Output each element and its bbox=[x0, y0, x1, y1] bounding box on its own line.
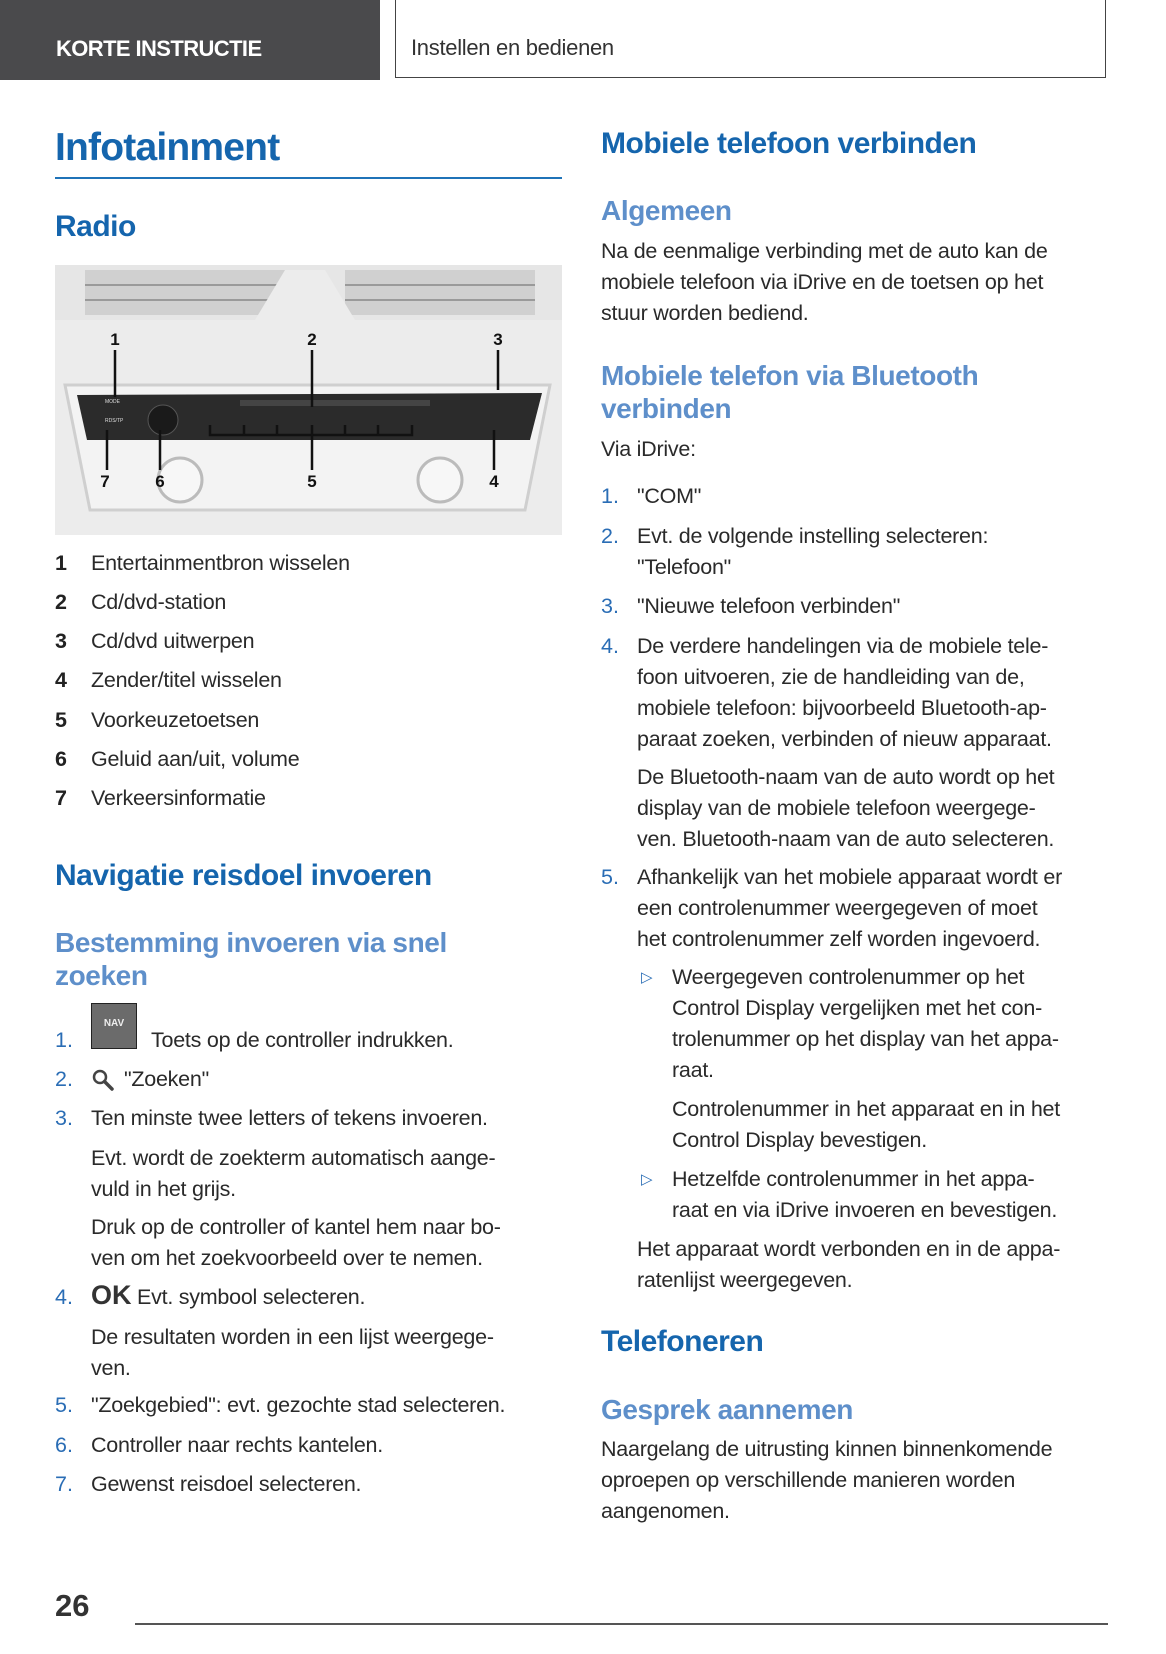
section-label: KORTE INSTRUCTIE bbox=[56, 36, 262, 61]
callout-3: 3 bbox=[493, 330, 503, 349]
step-text: "Zoeken" bbox=[124, 1067, 209, 1091]
step-number: 7. bbox=[55, 1472, 73, 1496]
step-text: "Zoekgebied": evt. gezochte stad selecteren. bbox=[91, 1393, 506, 1417]
step-note: Evt. wordt de zoekterm automatisch aange- vuld in het grijs. bbox=[91, 1146, 496, 1201]
callout-7: 7 bbox=[100, 472, 110, 491]
step-text: "COM" bbox=[637, 484, 702, 508]
legend-text: Geluid aan/uit, volume bbox=[91, 747, 300, 771]
step-text: De verdere handelingen via de mobiele tele- foon uitvoeren, zie de handleiding van de, mobiele telefoon: bijvoorbeeld Bluetooth-ap- paraat zoeken, verbinden of nieuw apparaat. bbox=[637, 634, 1052, 751]
navigation-heading: Navigatie reisdoel invoeren bbox=[55, 859, 432, 892]
step-text: Toets op de controller indrukken. bbox=[151, 1028, 454, 1052]
footer-rule bbox=[135, 1623, 1108, 1625]
step-text: Ten minste twee letters of tekens invoeren. bbox=[91, 1106, 488, 1130]
step-number: 5. bbox=[601, 865, 619, 889]
step-number: 1. bbox=[601, 484, 619, 508]
callout-4: 4 bbox=[489, 472, 499, 491]
phoning-heading: Telefoneren bbox=[601, 1325, 764, 1358]
callout-1: 1 bbox=[110, 330, 120, 349]
step-text: Evt. symbool selecteren. bbox=[137, 1285, 366, 1309]
traffic-label: RDS/TP bbox=[105, 418, 124, 424]
phone-connect-heading: Mobiele telefoon verbinden bbox=[601, 127, 977, 160]
legend-text: Entertainmentbron wisselen bbox=[91, 551, 350, 575]
bluetooth-heading: Mobiele telefon via Bluetooth verbinden bbox=[601, 360, 979, 424]
answer-call-text: Naargelang de uitrusting kinnen binnenkomende oproepen op verschillende manieren worden aangenomen. bbox=[601, 1437, 1053, 1523]
triangle-bullet-icon: ▷ bbox=[641, 969, 653, 986]
legend-number: 7 bbox=[55, 786, 67, 810]
chapter-tab bbox=[395, 0, 1106, 78]
legend-number: 5 bbox=[55, 708, 67, 732]
step-text: Evt. de volgende instelling selecteren: "Telefoon" bbox=[637, 524, 989, 579]
general-text: Na de eenmalige verbinding met de auto kan de mobiele telefoon via iDrive en de toetsen op het stuur worden bediend. bbox=[601, 239, 1048, 325]
step-number: 2. bbox=[601, 524, 619, 548]
step-number: 4. bbox=[55, 1285, 73, 1309]
legend-text: Voorkeuzetoetsen bbox=[91, 708, 260, 732]
page-title: Infotainment bbox=[55, 126, 280, 169]
step-note: Druk op de controller of kantel hem naar bo- ven om het zoekvoorbeeld over te nemen. bbox=[91, 1215, 501, 1270]
mode-label: MODE bbox=[105, 399, 120, 405]
callout-6: 6 bbox=[155, 472, 165, 491]
legend-text: Cd/dvd uitwerpen bbox=[91, 629, 255, 653]
legend-number: 1 bbox=[55, 551, 67, 575]
legend-text: Zender/titel wisselen bbox=[91, 668, 282, 692]
radio-panel-illustration bbox=[55, 265, 562, 535]
bullet-text: Hetzelfde controlenummer in het appa- raat en via iDrive invoeren en bevestigen. bbox=[672, 1167, 1058, 1222]
step-text: Controller naar rechts kantelen. bbox=[91, 1433, 383, 1457]
callout-2: 2 bbox=[307, 330, 317, 349]
nav-key-icon: NAV bbox=[91, 1003, 137, 1049]
step-text: Afhankelijk van het mobiele apparaat wordt er een controlenummer weergegeven of moet het controlenummer zelf worden ingevoerd. bbox=[637, 865, 1062, 951]
bullet-note: Controlenummer in het apparaat en in het Control Display bevestigen. bbox=[672, 1097, 1060, 1152]
callout-5: 5 bbox=[307, 472, 317, 491]
title-divider bbox=[55, 177, 562, 179]
step-number: 6. bbox=[55, 1433, 73, 1457]
radio-heading: Radio bbox=[55, 210, 136, 243]
step-text: Gewenst reisdoel selecteren. bbox=[91, 1472, 362, 1496]
via-idrive-label: Via iDrive: bbox=[601, 437, 696, 461]
step-number: 3. bbox=[55, 1106, 73, 1130]
quick-search-heading: Bestemming invoeren via snel zoeken bbox=[55, 927, 447, 991]
bullet-text: Weergegeven controlenummer op het Control Display vergelijken met het con- trolenummer op het display van het appa- raat. bbox=[672, 965, 1059, 1082]
legend-text: Verkeersinformatie bbox=[91, 786, 266, 810]
general-heading: Algemeen bbox=[601, 195, 732, 226]
legend-number: 2 bbox=[55, 590, 67, 614]
step-number: 3. bbox=[601, 594, 619, 618]
legend-text: Cd/dvd-station bbox=[91, 590, 227, 614]
nav-step bbox=[55, 1003, 575, 1059]
step-text: "Nieuwe telefoon verbinden" bbox=[637, 594, 901, 618]
step-number: 4. bbox=[601, 634, 619, 658]
triangle-bullet-icon: ▷ bbox=[641, 1171, 653, 1188]
ok-symbol-icon: OK bbox=[91, 1280, 132, 1310]
section-tab bbox=[0, 0, 380, 80]
legend-number: 4 bbox=[55, 668, 67, 692]
legend-number: 3 bbox=[55, 629, 67, 653]
final-note: Het apparaat wordt verbonden en in de appa- ratenlijst weergegeven. bbox=[637, 1237, 1061, 1292]
step-note: De Bluetooth-naam van de auto wordt op het display van de mobiele telefoon weergege- ven. Bluetooth-naam van de auto selecteren. bbox=[637, 765, 1055, 851]
page-number: 26 bbox=[55, 1588, 90, 1623]
step-number: 2. bbox=[55, 1067, 73, 1091]
step-note: De resultaten worden in een lijst weergege- ven. bbox=[91, 1325, 494, 1380]
step-number: 1. bbox=[55, 1028, 73, 1052]
chapter-label: Instellen en bedienen bbox=[411, 35, 614, 60]
step-number: 5. bbox=[55, 1393, 73, 1417]
search-icon bbox=[91, 1068, 115, 1092]
legend-number: 6 bbox=[55, 747, 67, 771]
answer-call-heading: Gesprek aannemen bbox=[601, 1394, 853, 1425]
